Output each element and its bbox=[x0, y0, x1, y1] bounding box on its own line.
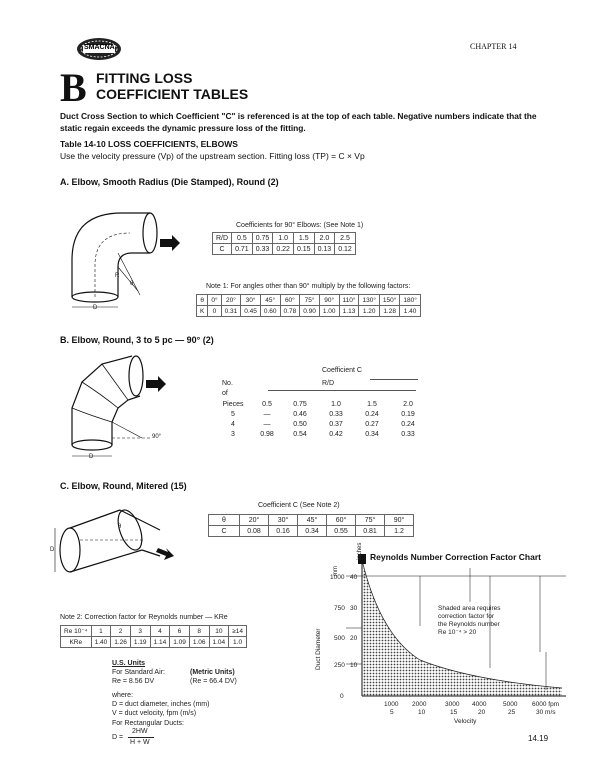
table-cell: 3 bbox=[130, 626, 150, 637]
fig-b-angle-label: 90° bbox=[152, 434, 162, 440]
table-cell: 0.33 bbox=[401, 430, 415, 438]
table-cell: R/D bbox=[213, 233, 232, 244]
y-tick-mm: 250 bbox=[334, 662, 345, 669]
section-b-no-label: No. bbox=[222, 380, 233, 387]
table-cell: 75° bbox=[300, 295, 320, 306]
table-cell: 8 bbox=[189, 626, 209, 637]
d-definition: D = duct diameter, inches (mm) bbox=[112, 701, 210, 708]
elbow-gored-diagram bbox=[60, 350, 185, 465]
table-cell: 6 bbox=[170, 626, 190, 637]
table-row bbox=[209, 515, 414, 526]
title-line-2: COEFFICIENT TABLES bbox=[96, 86, 249, 102]
note-2-title: Note 2: Correction factor for Reynolds number — KRe bbox=[60, 614, 228, 621]
section-a-caption: Coefficients for 90° Elbows: (See Note 1) bbox=[236, 222, 364, 229]
x-tick-fpm: 6000 fpm bbox=[532, 701, 560, 708]
table-cell: 130° bbox=[359, 295, 379, 306]
table-cell: 4 bbox=[150, 626, 170, 637]
table-cell: 3 bbox=[231, 430, 235, 438]
reynolds-correction-table bbox=[60, 625, 247, 648]
table-cell: θ bbox=[197, 295, 208, 306]
y-tick-in: 10 bbox=[350, 662, 358, 669]
table-row bbox=[214, 409, 426, 419]
table-row bbox=[213, 244, 356, 255]
y-tick-mm: 0 bbox=[340, 693, 344, 700]
metric-units-label: (Metric Units) bbox=[190, 669, 235, 676]
section-c-caption: Coefficient C (See Note 2) bbox=[258, 502, 340, 509]
y-ticks-mm bbox=[330, 574, 345, 700]
x-tick-ms: 15 bbox=[450, 709, 458, 716]
table-cell: 60° bbox=[280, 295, 300, 306]
table-cell: 10 bbox=[209, 626, 229, 637]
table-cell: 0.75 bbox=[293, 400, 307, 408]
table-cell: ≥14 bbox=[229, 626, 247, 637]
table-cell: 0.98 bbox=[260, 430, 274, 438]
table-cell: 0.81 bbox=[356, 526, 385, 537]
table-cell: 20° bbox=[221, 295, 241, 306]
y-axis-label: Duct Diameter bbox=[315, 628, 322, 670]
table-cell: — bbox=[263, 420, 271, 428]
table-cell: 0.34 bbox=[365, 430, 379, 438]
table-row bbox=[214, 399, 426, 409]
logo-text: SMACNA bbox=[84, 44, 115, 51]
table-cell: 0.24 bbox=[365, 410, 379, 418]
shaded-note-line: correction factor for bbox=[438, 613, 494, 620]
table-cell: 1.0 bbox=[273, 233, 294, 244]
x-tick-ms: 30 m/s bbox=[536, 709, 556, 716]
table-cell: 0.16 bbox=[269, 526, 298, 537]
section-a-title: A. Elbow, Smooth Radius (Die Stamped), Round (2) bbox=[60, 177, 279, 187]
table-cell: 0.5 bbox=[262, 400, 272, 408]
table-cell: 45° bbox=[298, 515, 327, 526]
table-cell: 0.78 bbox=[280, 306, 300, 317]
table-cell: K bbox=[197, 306, 208, 317]
table-row bbox=[214, 419, 426, 429]
x-tick-fpm: 1000 bbox=[384, 701, 399, 708]
table-cell: 2 bbox=[111, 626, 131, 637]
fig-c-d-label: D bbox=[50, 547, 55, 553]
table-cell: 0.45 bbox=[241, 306, 261, 317]
table-cell: 1.40 bbox=[91, 637, 111, 648]
table-cell: 0.37 bbox=[329, 420, 343, 428]
fig-c-theta-label: θ bbox=[118, 524, 122, 530]
note-1: Note 1: For angles other than 90° multiply by the following factors: bbox=[206, 283, 411, 290]
x-tick-ms: 10 bbox=[418, 709, 426, 716]
x-tick-fpm: 3000 bbox=[445, 701, 460, 708]
table-cell: 0.5 bbox=[232, 233, 253, 244]
table-row bbox=[61, 637, 247, 648]
table-cell: 1.06 bbox=[189, 637, 209, 648]
table-cell: 1.5 bbox=[293, 233, 314, 244]
table-cell: 75° bbox=[356, 515, 385, 526]
section-c-title: C. Elbow, Round, Mitered (15) bbox=[60, 481, 187, 491]
table-cell: 20° bbox=[240, 515, 269, 526]
table-cell: 0.55 bbox=[327, 526, 356, 537]
shaded-note-line: Re 10⁻⁴ > 20 bbox=[438, 629, 477, 636]
table-cell: 1.26 bbox=[111, 637, 131, 648]
table-cell: 45° bbox=[260, 295, 280, 306]
table-cell: — bbox=[263, 410, 271, 418]
formula-denominator: H + W bbox=[130, 739, 150, 746]
table-cell: 0.71 bbox=[232, 244, 253, 255]
y-tick-in: 20 bbox=[350, 635, 358, 642]
elbow-mitered-diagram bbox=[50, 500, 180, 585]
chart-title: Reynolds Number Correction Factor Chart bbox=[370, 552, 541, 562]
fig-a-r-label: R bbox=[115, 273, 120, 279]
x-ticks-fpm bbox=[384, 701, 559, 708]
table-cell: KRe bbox=[61, 637, 92, 648]
table-cell: 0.13 bbox=[314, 244, 335, 255]
elbow-smooth-diagram bbox=[60, 195, 185, 315]
table-cell: 1.13 bbox=[339, 306, 359, 317]
table-cell: 1.5 bbox=[367, 400, 377, 408]
table-row bbox=[197, 295, 421, 306]
y-tick-in: 30 bbox=[350, 605, 358, 612]
x-tick-fpm: 4000 bbox=[472, 701, 487, 708]
us-std-air: For Standard Air: bbox=[112, 669, 165, 676]
table-cell: 0.75 bbox=[252, 233, 273, 244]
x-tick-fpm: 2000 bbox=[412, 701, 427, 708]
table-cell: 0.90 bbox=[300, 306, 320, 317]
y-tick-mm: 750 bbox=[334, 605, 345, 612]
x-ticks-ms bbox=[390, 709, 556, 716]
table-note: Use the velocity pressure (Vp) of the upstream section. Fitting loss (TP) = C × Vp bbox=[60, 151, 365, 161]
table-cell: 0.54 bbox=[293, 430, 307, 438]
metric-equation: (Re = 66.4 DV) bbox=[190, 678, 237, 685]
table-cell: 30° bbox=[241, 295, 261, 306]
us-units-label: U.S. Units bbox=[112, 660, 146, 667]
table-cell: 0.15 bbox=[293, 244, 314, 255]
us-equation: Re = 8.56 DV bbox=[112, 678, 155, 685]
table-cell: 60° bbox=[327, 515, 356, 526]
table-cell: 1.28 bbox=[379, 306, 399, 317]
table-row bbox=[197, 306, 421, 317]
section-b-rule bbox=[268, 390, 416, 391]
table-row bbox=[209, 526, 414, 537]
section-b-table bbox=[214, 399, 426, 439]
table-cell: C bbox=[213, 244, 232, 255]
reynolds-chart bbox=[300, 540, 590, 750]
x-tick-ms: 20 bbox=[478, 709, 486, 716]
rect-ducts-label: For Rectangular Ducts: bbox=[112, 720, 184, 727]
table-cell: 0.42 bbox=[329, 430, 343, 438]
table-cell: 2.0 bbox=[314, 233, 335, 244]
table-cell: 1.14 bbox=[150, 637, 170, 648]
section-b-rd-label: R/D bbox=[322, 380, 335, 387]
table-cell: 1.04 bbox=[209, 637, 229, 648]
table-cell: 5 bbox=[231, 410, 235, 418]
table-cell: 1.2 bbox=[385, 526, 414, 537]
table-cell: 0.31 bbox=[221, 306, 241, 317]
y-units-in: inches bbox=[357, 542, 363, 560]
intro-text: Duct Cross Section to which Coefficient "C" is referenced is at the top of each table. Negative numbers indicate that the static regain exceeds the dynamic pressure loss of the fitting. bbox=[60, 111, 537, 133]
x-tick-ms: 25 bbox=[508, 709, 516, 716]
table-cell: 1.09 bbox=[170, 637, 190, 648]
x-tick-ms: 5 bbox=[390, 709, 394, 716]
table-cell: 150° bbox=[379, 295, 399, 306]
table-cell: 1.00 bbox=[319, 306, 339, 317]
fig-b-d-label: D bbox=[89, 454, 94, 460]
section-b-of-label: of bbox=[222, 390, 228, 397]
formula-numerator: 2HW bbox=[132, 728, 148, 735]
table-cell: 1 bbox=[91, 626, 111, 637]
angle-factor-table bbox=[196, 294, 421, 317]
table-cell: 1.20 bbox=[359, 306, 379, 317]
y-tick-mm: 500 bbox=[334, 635, 345, 642]
table-cell: 0.46 bbox=[293, 410, 307, 418]
table-row bbox=[214, 429, 426, 439]
table-cell: 90° bbox=[385, 515, 414, 526]
table-cell: 0.34 bbox=[298, 526, 327, 537]
table-cell: 90° bbox=[319, 295, 339, 306]
y-tick-mm: 1000 bbox=[330, 574, 345, 581]
formula-lhs: D = bbox=[112, 734, 124, 741]
table-cell: 30° bbox=[269, 515, 298, 526]
table-cell: 0.50 bbox=[293, 420, 307, 428]
table-cell: 0.33 bbox=[329, 410, 343, 418]
chapter-label: CHAPTER 14 bbox=[470, 42, 517, 51]
table-cell: 0.08 bbox=[240, 526, 269, 537]
table-cell: 1.0 bbox=[331, 400, 341, 408]
table-row bbox=[213, 233, 356, 244]
y-units-mm: mm bbox=[333, 566, 339, 576]
fig-a-d-label: D bbox=[93, 305, 98, 311]
table-cell: Pieces bbox=[222, 400, 244, 408]
section-b-title: B. Elbow, Round, 3 to 5 pc — 90° (2) bbox=[60, 335, 214, 345]
table-cell: 0.33 bbox=[252, 244, 273, 255]
table-title: Table 14-10 LOSS COEFFICIENTS, ELBOWS bbox=[60, 139, 238, 149]
formula-fraction-bar bbox=[128, 737, 154, 738]
table-cell: 0° bbox=[208, 295, 221, 306]
table-cell: C bbox=[209, 526, 240, 537]
y-ticks-in bbox=[350, 574, 358, 669]
table-cell: 2.5 bbox=[335, 233, 356, 244]
table-row bbox=[61, 626, 247, 637]
table-cell: 1.19 bbox=[130, 637, 150, 648]
y-tick-in: 40 bbox=[350, 574, 358, 581]
page-number: 14.19 bbox=[528, 734, 549, 743]
smacna-logo bbox=[75, 36, 123, 62]
table-cell: 0.12 bbox=[335, 244, 356, 255]
table-cell: 0.27 bbox=[365, 420, 379, 428]
table-cell: θ bbox=[209, 515, 240, 526]
section-b-caption: Coefficient C bbox=[322, 367, 362, 374]
table-cell: 4 bbox=[231, 420, 235, 428]
section-b-rule-top bbox=[370, 379, 418, 380]
v-definition: V = duct velocity, fpm (m/s) bbox=[112, 710, 197, 717]
table-cell: 1.40 bbox=[400, 306, 420, 317]
table-cell: 0.19 bbox=[401, 410, 415, 418]
x-tick-fpm: 5000 bbox=[503, 701, 518, 708]
table-cell: 110° bbox=[339, 295, 359, 306]
fig-a-theta-label: θ bbox=[130, 281, 134, 287]
shaded-region bbox=[362, 560, 562, 696]
section-letter: B bbox=[60, 65, 87, 110]
table-cell: 0 bbox=[208, 306, 221, 317]
table-cell: 1.0 bbox=[229, 637, 247, 648]
shaded-note-line: the Reynolds number bbox=[438, 621, 500, 628]
table-cell: 0.60 bbox=[260, 306, 280, 317]
table-cell: 2.0 bbox=[403, 400, 413, 408]
table-cell: 0.24 bbox=[401, 420, 415, 428]
section-c-table bbox=[208, 514, 414, 537]
table-cell: 0.22 bbox=[273, 244, 294, 255]
where-label: where: bbox=[112, 692, 134, 699]
shaded-note-line: Shaded area requires bbox=[438, 605, 501, 612]
title-line-1: FITTING LOSS bbox=[96, 70, 193, 86]
table-cell: 180° bbox=[400, 295, 420, 306]
x-axis-label: Velocity bbox=[454, 718, 477, 725]
section-a-table bbox=[212, 232, 356, 255]
table-cell: Re 10⁻⁴ bbox=[61, 626, 92, 637]
